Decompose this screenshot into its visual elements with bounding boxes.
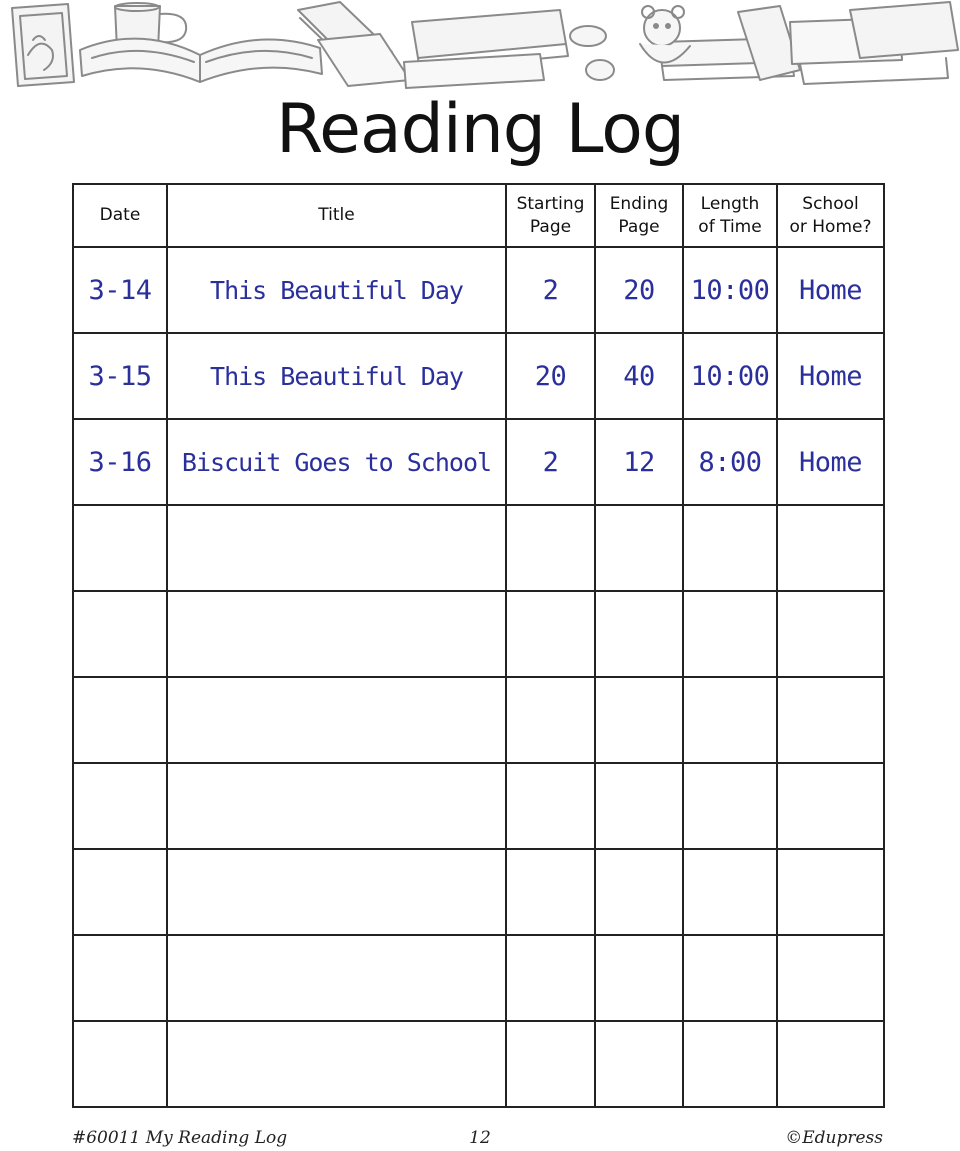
cell-title	[167, 1021, 506, 1107]
cell-title	[167, 505, 506, 591]
cell-date	[73, 677, 167, 763]
cell-starting-page	[506, 763, 595, 849]
cell-starting-page	[506, 677, 595, 763]
cell-school-or-home	[777, 247, 884, 333]
cell-school-or-home	[777, 763, 884, 849]
cell-length-of-time	[683, 935, 777, 1021]
decorative-banner	[0, 0, 960, 92]
cell-starting-page	[506, 591, 595, 677]
ending-page-entry: 40	[623, 360, 655, 392]
cell-title	[167, 849, 506, 935]
cell-title	[167, 419, 506, 505]
cell-date	[73, 763, 167, 849]
footer-product-code: #60011 My Reading Log	[72, 1128, 288, 1148]
cell-date	[73, 1021, 167, 1107]
table-row	[73, 1021, 884, 1107]
header-row	[73, 184, 884, 247]
teddy-bear-icon	[570, 6, 690, 80]
cell-ending-page	[595, 247, 683, 333]
picture-frame-icon	[12, 4, 74, 86]
school-or-home-entry: Home	[798, 360, 863, 392]
cell-starting-page	[506, 419, 595, 505]
column-header-school-or-home: School or Home?	[777, 184, 884, 247]
cell-date	[73, 849, 167, 935]
cell-ending-page	[595, 333, 683, 419]
date-entry: 3-14	[88, 274, 152, 306]
length-of-time-entry: 10:00	[690, 274, 770, 306]
page-title: Reading Log	[275, 90, 685, 169]
table-row	[73, 763, 884, 849]
table-row	[73, 333, 884, 419]
cell-ending-page	[595, 763, 683, 849]
cell-length-of-time	[683, 849, 777, 935]
school-or-home-entry: Home	[798, 274, 863, 306]
cell-date	[73, 591, 167, 677]
cell-school-or-home	[777, 1021, 884, 1107]
starting-page-entry: 2	[542, 446, 559, 478]
cell-ending-page	[595, 677, 683, 763]
cell-school-or-home	[777, 849, 884, 935]
cell-starting-page	[506, 1021, 595, 1107]
cell-school-or-home	[777, 591, 884, 677]
cell-title	[167, 333, 506, 419]
column-header-length-of-time: Length of Time	[683, 184, 777, 247]
cell-school-or-home	[777, 333, 884, 419]
cell-ending-page	[595, 849, 683, 935]
cell-title	[167, 591, 506, 677]
title-entry: This Beautiful Day	[210, 275, 463, 305]
cell-length-of-time	[683, 247, 777, 333]
title-entry: Biscuit Goes to School	[181, 447, 492, 477]
cell-date	[73, 419, 167, 505]
cell-ending-page	[595, 419, 683, 505]
cell-ending-page	[595, 505, 683, 591]
cell-starting-page	[506, 247, 595, 333]
cell-school-or-home	[777, 505, 884, 591]
cell-ending-page	[595, 935, 683, 1021]
cell-title	[167, 763, 506, 849]
table-body	[73, 247, 884, 1107]
date-entry: 3-15	[88, 360, 152, 392]
cell-date	[73, 935, 167, 1021]
cell-school-or-home	[777, 935, 884, 1021]
open-book-icon	[80, 39, 322, 82]
cell-date	[73, 333, 167, 419]
table-row	[73, 935, 884, 1021]
starting-page-entry: 2	[542, 274, 559, 306]
ending-page-entry: 12	[623, 446, 655, 478]
cell-starting-page	[506, 505, 595, 591]
table-row	[73, 505, 884, 591]
table-row	[73, 591, 884, 677]
cell-length-of-time	[683, 763, 777, 849]
cell-starting-page	[506, 935, 595, 1021]
ending-page-entry: 20	[623, 274, 655, 306]
cell-ending-page	[595, 1021, 683, 1107]
footer-copyright: ©Edupress	[785, 1128, 883, 1148]
reading-log-table	[72, 183, 885, 1108]
cell-length-of-time	[683, 505, 777, 591]
cell-length-of-time	[683, 591, 777, 677]
footer-page-number: 12	[469, 1128, 491, 1148]
cell-title	[167, 935, 506, 1021]
cell-length-of-time	[683, 419, 777, 505]
school-or-home-entry: Home	[798, 446, 863, 478]
length-of-time-entry: 8:00	[698, 446, 762, 478]
cell-title	[167, 247, 506, 333]
column-header-ending-page: Ending Page	[595, 184, 683, 247]
date-entry: 3-16	[88, 446, 152, 478]
cell-length-of-time	[683, 1021, 777, 1107]
table-row	[73, 419, 884, 505]
column-header-title: Title	[167, 184, 506, 247]
starting-page-entry: 20	[534, 360, 567, 392]
title-entry: This Beautiful Day	[210, 361, 463, 391]
cell-title	[167, 677, 506, 763]
table-row	[73, 677, 884, 763]
table-row	[73, 247, 884, 333]
table-row	[73, 849, 884, 935]
book-stack-icon	[298, 2, 958, 88]
column-header-date: Date	[73, 184, 167, 247]
cell-starting-page	[506, 333, 595, 419]
cell-length-of-time	[683, 333, 777, 419]
cell-school-or-home	[777, 677, 884, 763]
length-of-time-entry: 10:00	[690, 360, 770, 392]
column-header-starting-page: Starting Page	[506, 184, 595, 247]
cell-date	[73, 505, 167, 591]
cell-school-or-home	[777, 419, 884, 505]
cell-starting-page	[506, 849, 595, 935]
cell-date	[73, 247, 167, 333]
cell-ending-page	[595, 591, 683, 677]
cell-length-of-time	[683, 677, 777, 763]
